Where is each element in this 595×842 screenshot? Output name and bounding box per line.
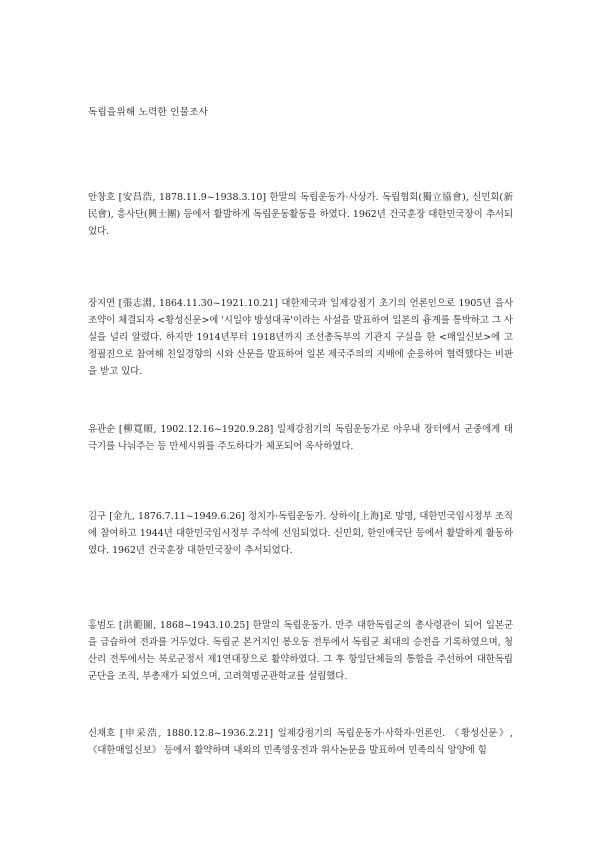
entry-jang-ji-yeon: 장지연 [張志淵, 1864.11.30~1921.10.21] 대한제국과 일제강점기 초기의 언론인으로 1905년 을사조약이 체결되자 <황성신문>에 '시일야 방성대곡'이라는 사설을 발표하여 일본의 흉계를 통박하고 그 사실을 널리 알렸다. 하지만 1914년부터 1918년까지 조선총독부의 기관지 구실을 한 <매일신보>에 고정필진으로 참여해 친일경향의 시와 산문을 발표하여 일본 제국주의의 지배에 순응하여 협력했다는 비판을 받고 있다. xyxy=(88,298,513,378)
entry-hong-beom-do: 홍범도 [洪範圖, 1868~1943.10.25] 한말의 독립운동가. 만주 대한독립군의 총사령관이 되어 일본군을 급습하여 전과를 거두었다. 독립군 본거지인 봉오동 전투에서 독립군 최대의 승전을 기록하였으며, 청산리 전투에서는 북로군정서 제1연대장으로 활약하였다. 그 후 항일단체들의 통합을 주선하여 대한독립군단을 조직, 부총재가 되었으며, 고려혁명군관학교를 설립했다. xyxy=(88,620,513,683)
entry-ahn-chang-ho: 안창호 [安昌浩, 1878.11.9~1938.3.10] 한말의 독립운동가·사상가. 독립협회(獨立協會), 신민회(新民會), 흥사단(興士團) 등에서 활발하게 독립운동활동을 하였다. 1962년 건국훈장 대한민국장이 추서되었다. xyxy=(88,192,513,238)
entry-yu-gwan-sun: 유관순 [柳寬順, 1902.12.16~1920.9.28] 일제강점기의 독립운동가로 아우내 장터에서 군중에게 태극기를 나눠주는 등 만세시위를 주도하다가 체포되어 옥사하였다. xyxy=(88,424,513,453)
entry-kim-gu: 김구 [金九, 1876.7.11~1949.6.26] 정치가·독립운동가. 상하이[上海]로 망명, 대한민국임시정부 조직에 참여하고 1944년 대한민국임시정부 주석에 선임되었다. 신민회, 한인애국단 등에서 활발하게 활동하였다. 1962년 건국훈장 대한민국장이 추서되었다. xyxy=(88,511,513,557)
document-title: 독립을위해 노력한 인물조사 xyxy=(88,107,209,118)
entry-shin-chae-ho: 신채호 [申采浩, 1880.12.8~1936.2.21] 일제강점기의 독립운동가·사학자·언론인. 《황성신문》, 《대한매일신보》 등에서 활약하며 내외의 민족영웅전과 위사논문을 발표하여 민족의식 앙양에 힘 xyxy=(88,728,513,757)
